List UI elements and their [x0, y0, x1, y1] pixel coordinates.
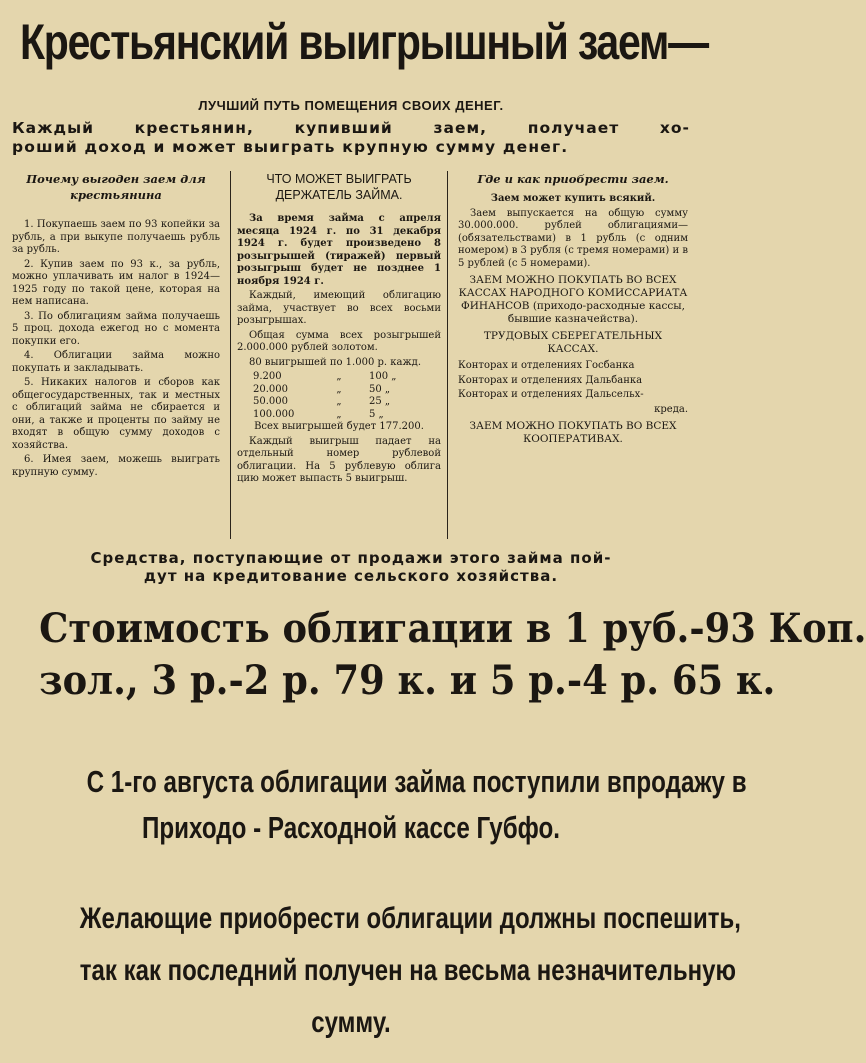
funds-line-1: Средства, поступающие от продажи этого займа пой- [90, 549, 612, 567]
winnings-amount: 100 „ [369, 371, 397, 382]
benefit-item: 5. Никаких налогов и сборов как общегосударственных, так и местных с облигаций займа не сбирается и они, а также и проценты по займу не входят в общую сумму доходов с хозяйства. [12, 377, 220, 451]
ditto-mark: „ [336, 408, 342, 420]
draw-schedule: За время займа с апреля месяца 1924 г. по 31 декабря 1924 г. будет произведено 8 розыгрышей (тиражей) первый розыгрыш будет не позднее 1 ноября 1924 г. [237, 213, 441, 287]
winnings-heading-line-2: ДЕРЖАТЕЛЬ ЗАЙМА. [275, 188, 403, 202]
winnings-column [230, 171, 448, 539]
hurry-line-2: так как последний получен на весьма незначительную [79, 954, 736, 987]
benefit-item: 3. По облигациям займа получаешь 5 проц. дохода ежегод но с момента покупки его. [12, 310, 220, 347]
bank-office-item: Конторах и отделениях Госбанка [458, 360, 635, 371]
winnings-count: 9.200 [253, 371, 282, 382]
winnings-count: 100.000 [253, 408, 295, 420]
top-winnings: 80 выигрышей по 1.000 р. кажд. [249, 356, 421, 368]
ditto-mark: „ [336, 371, 342, 382]
hurry-line-1: Желающие приобрести облигации должны поспешить, [79, 902, 741, 935]
total-winnings: Всех выигрышей будет 177.200. [254, 421, 424, 432]
winnings-table [237, 371, 441, 421]
winnings-count: 20.000 [253, 383, 288, 395]
benefits-heading-line-1: Почему выгоден заем для [26, 172, 206, 186]
price-line-2: зол., 3 р.-2 р. 79 к. и 5 р.-4 р. 65 к. [39, 657, 776, 704]
bank-office-item: Конторах и отделениях Дальбанка [458, 374, 643, 386]
winnings-heading-line-1: ЧТО МОЖЕТ ВЫИГРАТЬ [266, 172, 412, 186]
bank-office-item: Конторах и отделениях Дальсельх- [458, 389, 644, 400]
finance-offices-notice: ЗАЕМ МОЖНО ПОКУПАТЬ ВО ВСЕХ КАССАХ НАРОДНОГО КОМИССАРИАТА ФИНАНСОВ (приходо-расходные кассы, бывшие казначейства). [458, 274, 688, 325]
price-line-1: Стоимость облигации в 1 руб.-93 Коп. [39, 605, 866, 652]
sale-start-notice [86, 759, 747, 851]
total-prize-fund: Общая сумма всех розыгрышей 2.000.000 рублей золотом. [237, 329, 441, 353]
winnings-heading [237, 171, 441, 203]
benefits-heading-line-2: крестьянина [70, 188, 162, 202]
sale-start-line-1: С 1-го августа облигации займа поступили впродажу в [86, 764, 747, 799]
savings-banks-notice: ТРУДОВЫХ СБЕРЕГАТЕЛЬНЫХ КАССАХ. [483, 330, 663, 355]
subheadline: ЛУЧШИЙ ПУТЬ ПОМЕЩЕНИЯ СВОИХ ДЕНЕГ. [198, 98, 504, 113]
participation-text: Каждый, имеющий облигацию займа, участвует во всех восьми розыгрышах. [237, 290, 441, 326]
bank-office-item: креда. [654, 403, 688, 415]
winnings-amount: 25 „ [369, 396, 391, 407]
benefits-column [12, 171, 230, 539]
winnings-amount: 5 „ [369, 408, 384, 420]
benefits-heading [12, 171, 220, 203]
lead-line-1: Каждый крестьянин, купивший заем, получает хо- [12, 119, 690, 137]
funds-line-2: дут на кредитование сельского хозяйства. [143, 567, 559, 585]
benefit-item: 1. Покупаешь заем по 93 копейки за рубль, а при выкупе получаешь рубль за рубль. [12, 219, 220, 255]
winnings-rule: Каждый выигрыш падает на отдельный номер рублевой облигации. На 5 рублевую облига цию может выпасть 5 выигрыш. [237, 435, 441, 484]
winnings-amount: 50 „ [369, 383, 391, 395]
ditto-mark: „ [336, 396, 342, 407]
bond-price [39, 603, 866, 707]
where-to-buy-heading: Где и как приобрести заем. [477, 172, 669, 186]
where-to-buy-column [448, 171, 688, 539]
lead-line-2: роший доход и может выиграть крупную сумму денег. [12, 138, 569, 156]
three-column-section [12, 171, 690, 539]
winnings-count: 50.000 [253, 396, 288, 407]
funds-notice [12, 549, 690, 585]
benefit-item: 2. Купив заем по 93 к., за рубль, можно уплачивать им налог в 1924—1925 году по такой цене, которая на нем написана. [12, 258, 220, 307]
hurry-notice [79, 893, 741, 1049]
issue-terms: Заем выпускается на общую сумму 30.000.000. рублей облигациями—(обязательствами) в 1 рубль (с одним номером) в 3 рубля (с тремя номерами) и в 5 рублей (с 5 номерами). [458, 207, 688, 269]
benefit-item: 6. Имея заем, можешь выиграть крупную сумму. [12, 454, 220, 478]
sale-start-line-2: Приходо - Расходной кассе Губфо. [141, 810, 561, 845]
ditto-mark: „ [336, 383, 342, 395]
benefit-item: 4. Облигации займа можно покупать и закладывать. [12, 350, 220, 374]
anyone-can-buy: Заем может купить всякий. [490, 193, 656, 204]
cooperatives-notice: ЗАЕМ МОЖНО ПОКУПАТЬ ВО ВСЕХ КООПЕРАТИВАХ. [469, 420, 677, 445]
hurry-line-3: сумму. [311, 1006, 391, 1039]
headline: Крестьянский выигрышный заем— [20, 14, 708, 70]
